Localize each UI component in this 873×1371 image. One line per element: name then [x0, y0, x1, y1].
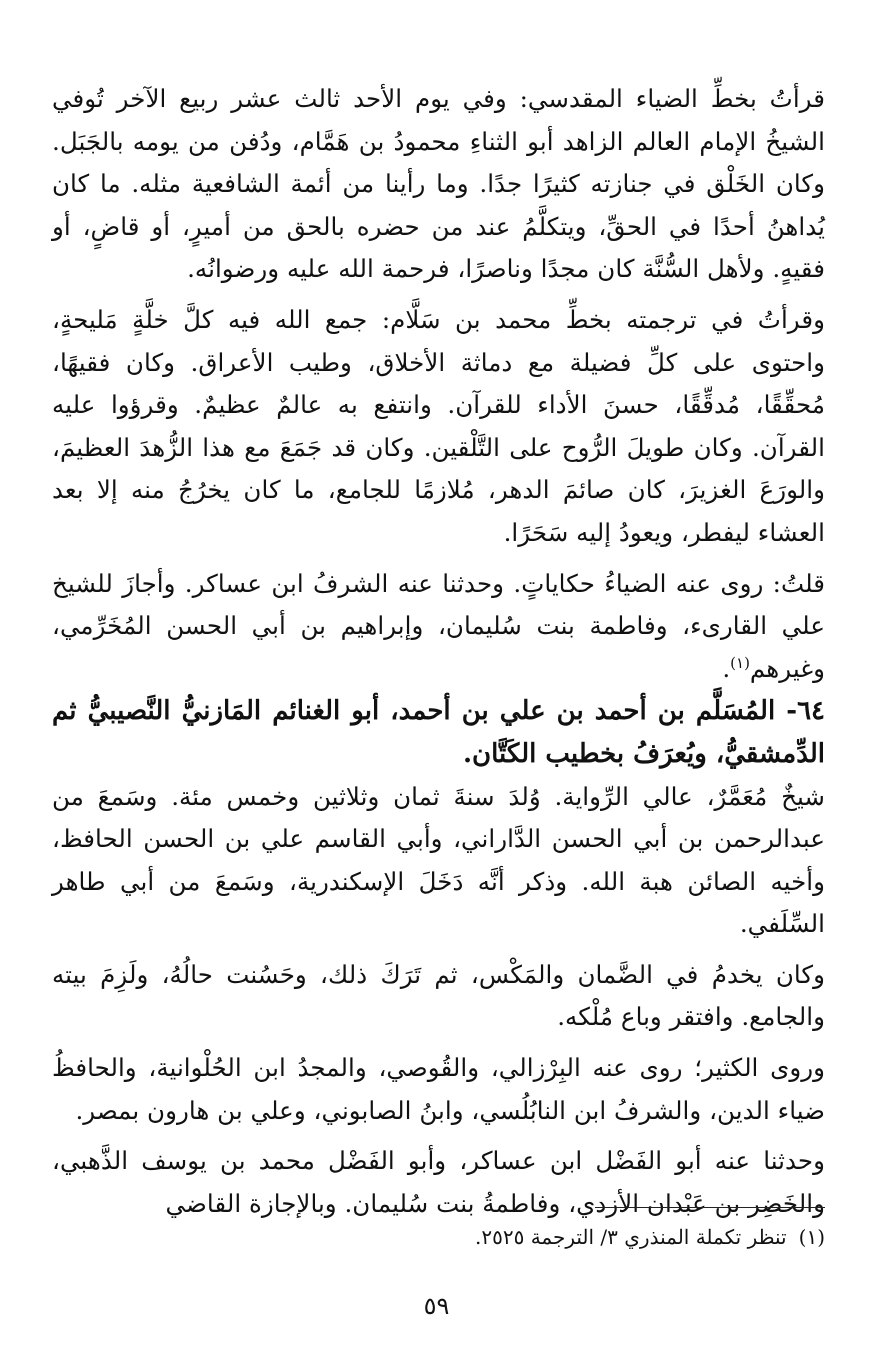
entry-paragraph-2: وكان يخدمُ في الضَّمان والمَكْس، ثم تَرَكَ ذلك، وحَسُنت حالُهُ، ولَزِمَ بيته والجامع. وافتقر وباع مُلْكه.	[52, 959, 825, 1032]
footnote-text: تنظر تكملة المنذري ٣/ الترجمة ٢٥٢٥.	[475, 1225, 787, 1249]
footnote-reference: (١)	[730, 653, 750, 672]
entry-title: المُسَلَّم بن أحمد بن علي بن أحمد، أبو الغنائم المَازنيُّ النَّصيبيُّ ثم الدِّمشقيُّ، ويُعرَفُ بخطيب الكَتَّان.	[52, 696, 825, 769]
footnote	[52, 1222, 825, 1252]
entry-paragraph-1: شيخٌ مُعَمَّرٌ، عالي الرِّواية. وُلدَ سنةَ ثمان وثلاثين وخمس مئة. وسَمعَ من عبدالرحمن بن أبي الحسن الدَّاراني، وأبي القاسم علي بن الحسن الحافظ، وأخيه الصائن هبة الله. وذكر أنَّه دَخَلَ الإسكندرية، وسَمعَ من أبي طاهر السِّلَفي.	[52, 781, 825, 939]
main-text	[52, 78, 825, 1225]
entry-number: ٦٤-	[775, 696, 826, 727]
paragraph-narrators-text: قلتُ: روى عنه الضياءُ حكاياتٍ. وحدثنا عنه الشرفُ ابن عساكر. وأجازَ للشيخ علي القارىء، وفاطمة بنت سُليمان، وإبراهيم بن أبي الحسن المُخَرِّمي، وغيرهم	[52, 568, 825, 683]
page-number: ٥٩	[423, 1292, 450, 1320]
entry-paragraph-4: وحدثنا عنه أبو الفَضْل ابن عساكر، وأبو الفَضْل محمد بن يوسف الذَّهبي، والخَضِر بن عَبْدان الأزدي، وفاطمةُ بنت سُليمان. وبالإجازة القاضي	[52, 1146, 825, 1218]
entry-paragraph-3: وروى الكثير؛ روى عنه البِرْزالي، والقُوصي، والمجدُ ابن الحُلْوانية، والحافظُ ضياء الدين، والشرفُ ابن النابُلُسي، وابنُ الصابوني، وعلي بن هارون بمصر.	[52, 1053, 825, 1125]
paragraph-narrators: قلتُ: روى عنه الضياءُ حكاياتٍ. وحدثنا عنه الشرفُ ابن عساكر. وأجازَ للشيخ علي القارىء، وفاطمة بنت سُليمان، وإبراهيم بن أبي الحسن المُخَرِّمي، وغيرهم$^{(١)}$.	[52, 568, 825, 683]
paragraph-obituary: قرأتُ بخطِّ الضياء المقدسي: وفي يوم الأحد ثالث عشر ربيع الآخر تُوفي الشيخُ الإمام العالم الزاهد أبو الثناءِ محمودُ بن هَمَّام، ودُفن من يومه بالجَبَل. وكان الخَلْق في جنازته كثيرًا جدًا. وما رأينا من أئمة الشافعية مثله. ما كان يُداهنُ أحدًا في الحقِّ، ويتكلَّمُ عند من حضره بالحق من أميرٍ، أو قاضٍ، أو فقيهٍ. ولأهل السُّنَّة كان مجدًا وناصرًا، فرحمة الله عليه ورضوانُه.	[52, 84, 825, 284]
footnote-divider	[595, 1207, 825, 1208]
footnote-number: (١)	[798, 1225, 825, 1249]
paragraph-biography: وقرأتُ في ترجمته بخطِّ محمد بن سَلَّام: جمع الله فيه كلَّ خلَّةٍ مَليحةٍ، واحتوى على كلِّ فضيلة مع دماثة الأخلاق، وطيب الأعراق. وكان فقيهًا، مُحقِّقًا، مُدقِّقًا، حسنَ الأداء للقرآن. وانتفع به عالمٌ عظيمٌ. وقرؤوا عليه القرآن. وكان طويلَ الرُّوح على التَّلْقين. وكان قد جَمَعَ مع هذا الزُّهدَ العظيمَ، والورَعَ الغزيرَ، كان صائمَ الدهر، مُلازمًا للجامع، ما كان يخرُجُ منه إلا بعد العشاء ليفطر، ويعودُ إليه سَحَرًا.	[52, 304, 825, 547]
entry-heading	[52, 690, 825, 775]
